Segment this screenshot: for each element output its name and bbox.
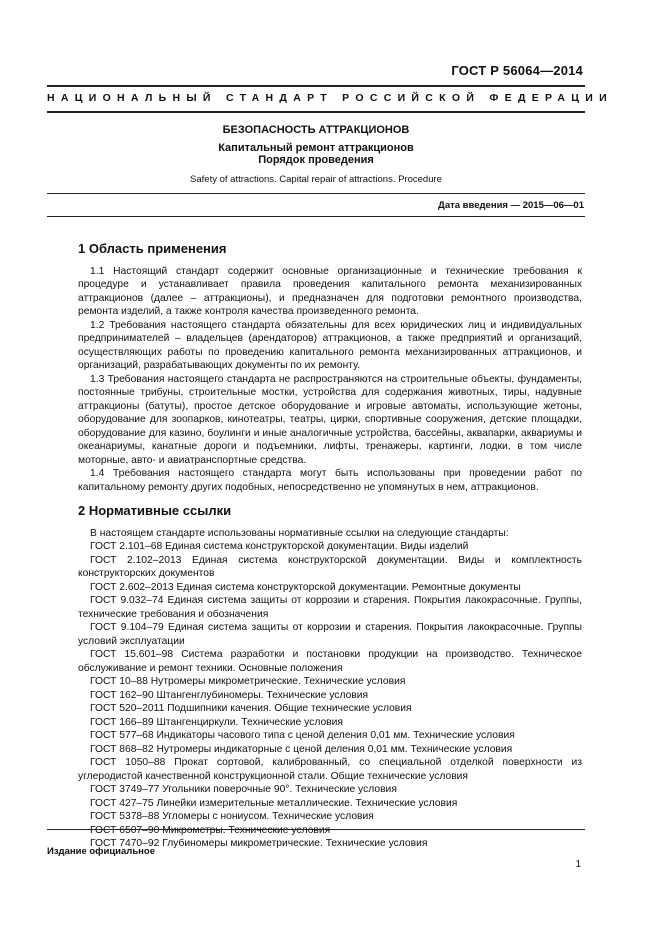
paragraph-1-1: 1.1 Настоящий стандарт содержит основные организационные и технические требования к процедуре и устанавливает правила проведения капитального ремонта механизированных аттракционов (далее – аттракционы), и предназначен для подготовки ремонтного производства, ремонта изделий, а также контроля качества произведенного ремонта. [78,265,582,317]
paragraph-1-2: 1.2 Требования настоящего стандарта обязательны для всех юридических лиц и индивидуальных предпринимателей – владельцев (арендаторов) аттракционов, а также предприятий и организаций, осуществляющих работы по проведению капитального ремонта механизированных аттракционов, и организаций, разрабатывающих документы по их ремонту. [78,319,582,371]
reference-item: ГОСТ 5378–88 Угломеры с нониусом. Технические условия [90,811,374,822]
reference-item: ГОСТ 10–88 Нутромеры микрометрические. Технические условия [90,676,406,687]
references-intro: В настоящем стандарте использованы нормативные ссылки на следующие стандарты: [90,527,509,539]
page-number: 1 [575,859,581,870]
reference-item: ГОСТ 2.602–2013 Единая система конструкторской документации. Ремонтные документы [90,581,521,593]
reference-item: ГОСТ 2.102–2013 Единая система конструкторской документации. Виды и комплектность конструкторских документов [78,554,582,579]
reference-item: ГОСТ 577–68 Индикаторы часового типа с ценой деления 0,01 мм. Технические условия [90,730,515,741]
title-rule [47,193,585,194]
date-rule [47,216,585,217]
reference-item: ГОСТ 1050–88 Прокат сортовой, калиброванный, со специальной отделкой поверхности из углеродистой качественной конструкционной стали. Общие технические условия [78,757,582,782]
reference-item: ГОСТ 15.601–98 Система разработки и постановки продукции на производство. Техническое обслуживание и ремонт техники. Основные положения [78,649,582,674]
reference-item: ГОСТ 166–89 Штангенциркули. Технические условия [90,716,343,728]
document-title: БЕЗОПАСНОСТЬ АТТРАКЦИОНОВ [222,124,410,136]
reference-item: ГОСТ 9.104–79 Единая система защиты от коррозии и старения. Покрытия лакокрасочные. Группы условий эксплуатации [78,622,582,647]
national-standard-banner: НАЦИОНАЛЬНЫЙ СТАНДАРТ РОССИЙСКОЙ ФЕДЕРАЦИИ [47,92,613,104]
reference-item: ГОСТ 427–75 Линейки измерительные металлические. Технические условия [90,797,458,809]
reference-item: ГОСТ 3749–77 Угольники поверочные 90°. Технические условия [90,784,397,795]
document-subtitle-2: Порядок проведения [258,154,374,166]
reference-item: ГОСТ 520–2011 Подшипники качения. Общие технические условия [90,703,412,714]
section-1-heading: 1 Область применения [78,241,227,256]
edition-label: Издание официальное [47,846,155,857]
document-code: ГОСТ Р 56064—2014 [451,63,583,78]
reference-item: ГОСТ 6507–90 Микрометры. Технические условия [90,824,331,836]
reference-item: ГОСТ 868–82 Нутромеры индикаторные с ценой деления 0,01 мм. Технические условия [90,743,513,755]
paragraph-1-4: 1.4 Требования настоящего стандарта могут быть использованы при проведении работ по капитальному ремонту других подобных, непосредственно не упомянутых в нем, аттракционов. [78,468,582,493]
english-title: Safety of attractions. Capital repair of attractions. Procedure [190,174,442,185]
header-rule-bottom [47,111,585,113]
reference-item: ГОСТ 7470–92 Глубиномеры микрометрические. Технические условия [90,838,428,849]
reference-item: ГОСТ 2.101–68 Единая система конструкторской документации. Виды изделий [90,541,469,552]
paragraph-1-3: 1.3 Требования настоящего стандарта не распространяются на строительные объекты, фундаменты, постоянные трибуны, строительные мостки, устройства для содержания животных, тиры, надувные аттракционы (батуты), простое детское оборудование и игровые автоматы, использующие жетоны, оборудование для зоопарков, кинотеатры, театры, цирки, спортивные сооружения, детские площадки, оборудование для казино, боулинги и иные аналогичные устройства, бассейны, аквапарки, аквариумы и океанариумы, канатные дороги и подъемники, лифты, тренажеры, картинги, лодки, в том числе моторные, авто- и авиатранспортные средства. [78,373,582,466]
reference-item: ГОСТ 162–90 Штангенглубиномеры. Технические условия [90,689,369,701]
footer-rule [47,829,585,830]
section-2-heading: 2 Нормативные ссылки [78,503,232,518]
document-subtitle-1: Капитальный ремонт аттракционов [218,142,414,154]
document-body [78,242,582,851]
effective-date: Дата введения — 2015—06—01 [438,200,584,211]
reference-item: ГОСТ 9.032–74 Единая система защиты от коррозии и старения. Покрытия лакокрасочные. Группы, технические требования и обозначения [78,595,582,620]
header-rule-top [47,85,585,87]
